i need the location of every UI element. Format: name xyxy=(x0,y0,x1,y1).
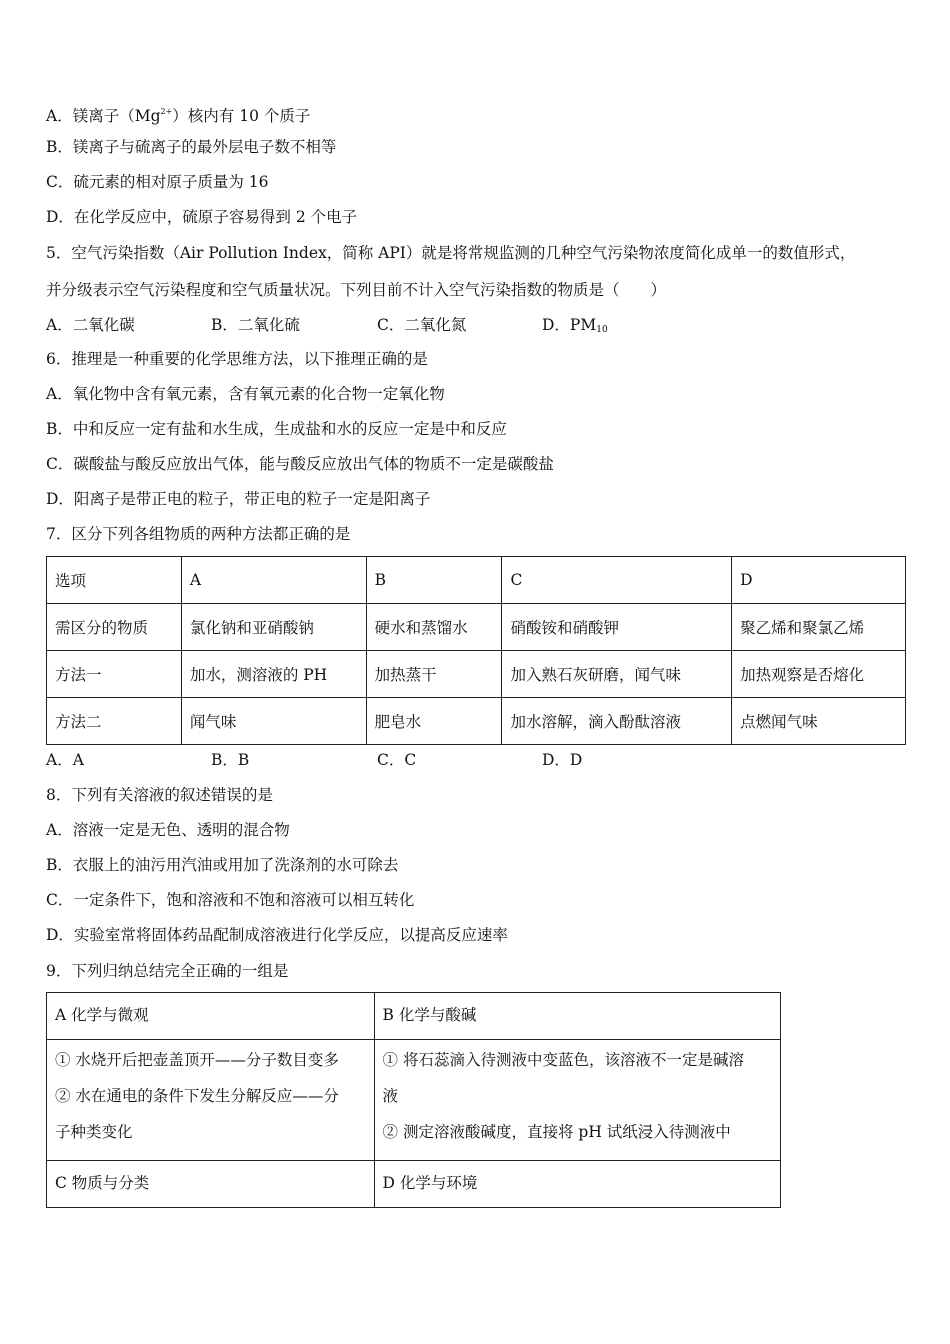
table-cell: 硬水和蒸馏水 xyxy=(366,604,502,651)
table-cell: 需区分的物质 xyxy=(47,604,182,651)
table-row xyxy=(47,1040,781,1161)
q7-table xyxy=(46,556,906,745)
table-cell: 硝酸铵和硝酸钾 xyxy=(502,604,732,651)
table-cell: B xyxy=(366,557,502,604)
table-cell: D xyxy=(732,557,906,604)
q8-option-b: B．衣服上的油污用汽油或用加了洗涤剂的水可除去 xyxy=(46,856,399,874)
table-row xyxy=(47,993,781,1040)
table-cell: 点燃闻气味 xyxy=(732,698,906,745)
q7-option-d: D．D xyxy=(542,751,583,769)
table-cell: 加热蒸干 xyxy=(366,651,502,698)
q8-option-d: D．实验室常将固体药品配制成溶液进行化学反应，以提高反应速率 xyxy=(46,926,508,944)
q7-option-c: C．C xyxy=(377,751,417,769)
table-cell: 方法二 xyxy=(47,698,182,745)
q6-option-d: D．阳离子是带正电的粒子，带正电的粒子一定是阳离子 xyxy=(46,490,431,508)
table-cell-head-a: A 化学与微观 xyxy=(47,993,375,1040)
table-cell-b-content xyxy=(374,1040,780,1161)
table-cell-head-c: C 物质与分类 xyxy=(47,1161,375,1208)
q8-stem: 8．下列有关溶液的叙述错误的是 xyxy=(46,786,273,804)
q6-option-b: B．中和反应一定有盐和水生成，生成盐和水的反应一定是中和反应 xyxy=(46,420,507,438)
table-cell: 氯化钠和亚硝酸钠 xyxy=(181,604,366,651)
table-cell: A xyxy=(181,557,366,604)
q7-stem: 7．区分下列各组物质的两种方法都正确的是 xyxy=(46,525,351,543)
cell-line: ② 测定溶液酸碱度，直接将 pH 试纸浸入待测液中 xyxy=(382,1123,731,1141)
q4-option-a: A．镁离子$(Mg^{2+})$核内有 10 个质子 xyxy=(46,107,311,125)
q8-option-a: A．溶液一定是无色、透明的混合物 xyxy=(46,821,290,839)
q9-table xyxy=(46,992,781,1208)
cell-line: ① 水烧开后把壶盖顶开——分子数目变多 xyxy=(55,1051,339,1069)
table-row xyxy=(47,557,906,604)
q5-stem-line1: 5．空气污染指数（Air Pollution Index，简称 API）就是将常规监测的几种空气污染物浓度简化成单一的数值形式， xyxy=(46,244,856,262)
q5-option-d: D．$PM_{10}$ xyxy=(542,316,608,335)
q5-option-b: B．二氧化硫 xyxy=(211,316,300,334)
q6-option-a: A．氧化物中含有氧元素，含有氧元素的化合物一定氧化物 xyxy=(46,385,445,403)
table-cell-head-d: D 化学与环境 xyxy=(374,1161,780,1208)
cell-line: ② 水在通电的条件下发生分解反应——分 xyxy=(55,1087,339,1105)
table-cell-a-content xyxy=(47,1040,375,1161)
table-cell-head-b: B 化学与酸碱 xyxy=(374,993,780,1040)
q6-option-c: C．碳酸盐与酸反应放出气体，能与酸反应放出气体的物质不一定是碳酸盐 xyxy=(46,455,554,473)
table-cell: 加水溶解，滴入酚酞溶液 xyxy=(502,698,732,745)
cell-line: ① 将石蕊滴入待测液中变蓝色，该溶液不一定是碱溶 xyxy=(382,1051,744,1069)
q4-option-c: C．硫元素的相对原子质量为 16 xyxy=(46,173,269,191)
table-cell: 加热观察是否熔化 xyxy=(732,651,906,698)
table-row xyxy=(47,604,906,651)
q8-option-c: C．一定条件下，饱和溶液和不饱和溶液可以相互转化 xyxy=(46,891,415,909)
q5-option-a: A．二氧化碳 xyxy=(46,316,135,334)
q5-option-c: C．二氧化氮 xyxy=(377,316,467,334)
q7-option-b: B．B xyxy=(211,751,250,769)
table-row xyxy=(47,698,906,745)
table-cell: 闻气味 xyxy=(181,698,366,745)
table-row xyxy=(47,651,906,698)
q4-option-b: B．镁离子与硫离子的最外层电子数不相等 xyxy=(46,138,337,156)
table-cell: 加水，测溶液的 PH xyxy=(181,651,366,698)
table-row xyxy=(47,1161,781,1208)
table-cell: C xyxy=(502,557,732,604)
table-cell: 肥皂水 xyxy=(366,698,502,745)
q5-stem-line2: 并分级表示空气污染程度和空气质量状况。下列目前不计入空气污染指数的物质是（ ） xyxy=(46,281,667,299)
q4-option-d: D．在化学反应中，硫原子容易得到 2 个电子 xyxy=(46,208,358,226)
cell-line: 子种类变化 xyxy=(55,1123,133,1141)
table-cell: 方法一 xyxy=(47,651,182,698)
q7-option-a: A．A xyxy=(46,751,84,769)
table-cell: 聚乙烯和聚氯乙烯 xyxy=(732,604,906,651)
q6-stem: 6．推理是一种重要的化学思维方法，以下推理正确的是 xyxy=(46,350,428,368)
table-cell: 选项 xyxy=(47,557,182,604)
cell-line: 液 xyxy=(382,1087,399,1105)
q9-stem: 9．下列归纳总结完全正确的一组是 xyxy=(46,962,289,980)
table-cell: 加入熟石灰研磨，闻气味 xyxy=(502,651,732,698)
